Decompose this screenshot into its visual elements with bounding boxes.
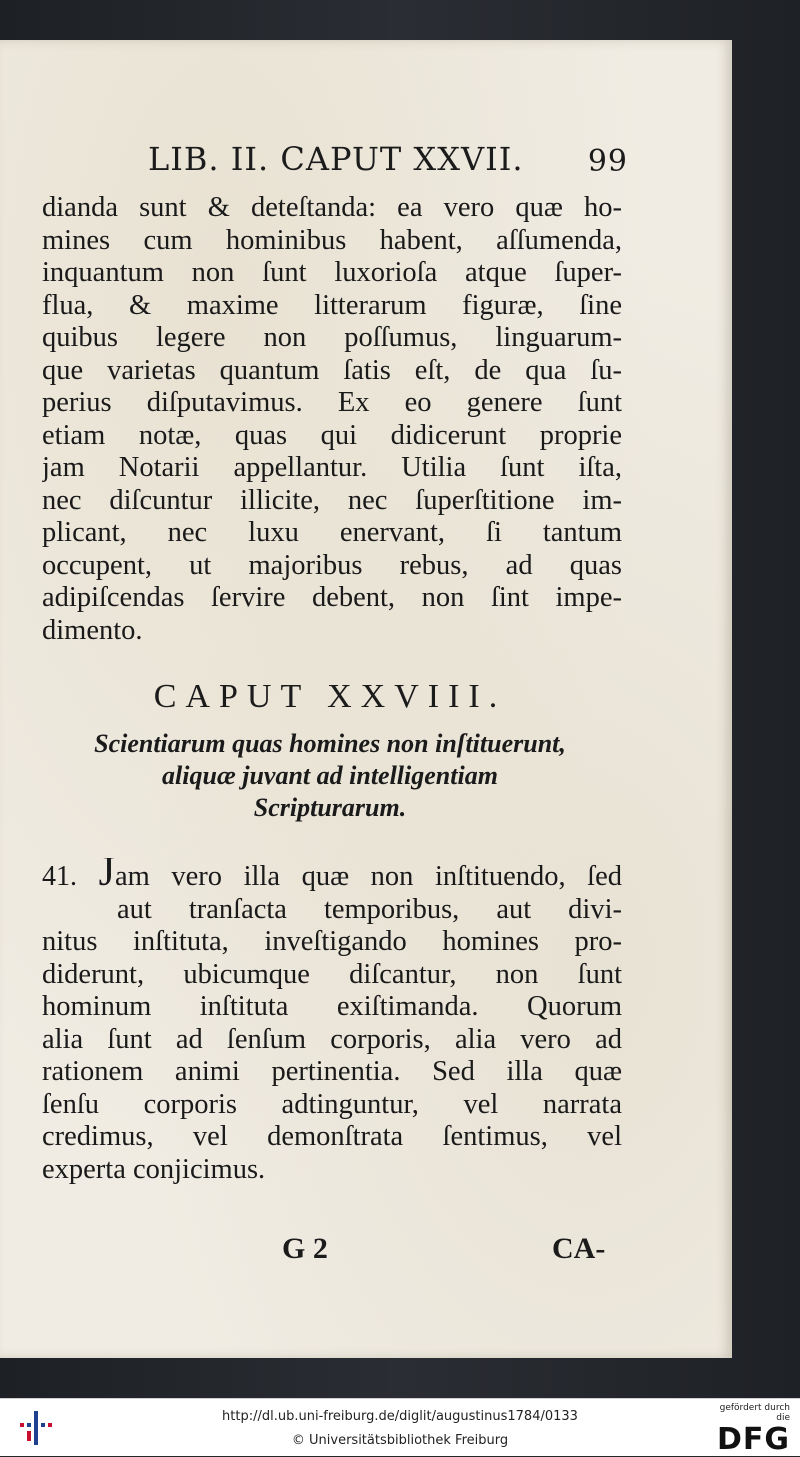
subtitle-line: Scientiarum quas homines non inſtituerunt, — [94, 729, 566, 758]
chapter-heading: CAPUT XXVIII. — [153, 678, 507, 715]
text-line: hominum inſtituta exiſtimanda. Quorum — [42, 991, 622, 1022]
text-line: inquantum non ſunt luxorioſa atque ſuper- — [42, 257, 622, 288]
subtitle-line: Scripturarum. — [253, 793, 407, 822]
subtitle-line: aliquæ juvant ad intelligentiam — [162, 761, 498, 790]
page-number: 99 — [587, 144, 628, 179]
text-line: perius diſputavimus. Ex eo genere ſunt — [42, 387, 622, 418]
text-line: flua, & maxime litterarum figuræ, ſine — [42, 289, 622, 321]
copyright-notice: © Universitätsbibliothek Freiburg — [291, 1433, 509, 1448]
catchword: CA- — [552, 1232, 606, 1265]
text-line: plicant, nec luxu enervant, ſi tantum — [42, 517, 622, 548]
dfg-logo-text: DFG — [716, 1422, 790, 1457]
text-line: diderunt, ubicumque diſcantur, non ſunt — [42, 958, 622, 990]
text-line: occupent, ut majoribus rebus, ad quas — [42, 549, 622, 581]
dfg-logo[interactable] — [706, 1403, 790, 1457]
text-line: am vero illa quæ non inſtituendo, ſed — [114, 861, 622, 892]
chapter-subtitle — [40, 728, 620, 824]
text-line: rationem animi pertinentia. Sed illa quæ — [42, 1056, 622, 1087]
text-line: etiam notæ, quas qui didicerunt proprie — [42, 419, 622, 451]
text-line: dimento. — [42, 614, 143, 646]
text-line-first — [42, 858, 622, 894]
permalink-url[interactable]: http://dl.ub.uni-freiburg.de/diglit/augustinus1784/0133 — [222, 1409, 578, 1424]
text-line: quibus legere non poſſumus, linguarum- — [42, 322, 622, 353]
running-head-title: LIB. II. CAPUT XXVII. — [148, 140, 524, 178]
text-line: mines cum hominibus habent, aſſumenda, — [42, 224, 622, 256]
initial-letter: J — [98, 858, 115, 894]
text-line: nec diſcuntur illicite, nec ſuperſtitione im- — [42, 484, 622, 516]
text-line: que varietas quantum ſatis eſt, de qua ſu- — [42, 354, 622, 386]
signature-mark: G 2 — [282, 1232, 328, 1265]
text-line: experta conjicimus. — [42, 1153, 266, 1185]
text-line: ſenſu corporis adtinguntur, vel narrata — [42, 1088, 622, 1120]
paragraph-1 — [42, 192, 622, 647]
paragraph-2 — [42, 858, 622, 1186]
text-line: aut tranſacta temporibus, aut divi- — [117, 893, 622, 925]
running-head — [148, 140, 628, 184]
dfg-caption: gefördert durch die — [719, 1403, 790, 1423]
text-line: dianda sunt & deteſtanda: ea vero quæ ho- — [42, 192, 622, 223]
viewer-footer-bar — [0, 1398, 800, 1456]
section-number: 41. — [42, 861, 77, 892]
text-line: alia ſunt ad ſenſum corporis, alia vero ad — [42, 1023, 622, 1055]
text-line: adipiſcendas ſervire debent, non ſint impe- — [42, 582, 622, 613]
text-line: nitus inſtituta, inveſtigando homines pro- — [42, 926, 622, 957]
text-line: credimus, vel demonſtrata ſentimus, vel — [42, 1121, 622, 1152]
text-line: jam Notarii appellantur. Utilia ſunt iſta, — [42, 452, 622, 483]
